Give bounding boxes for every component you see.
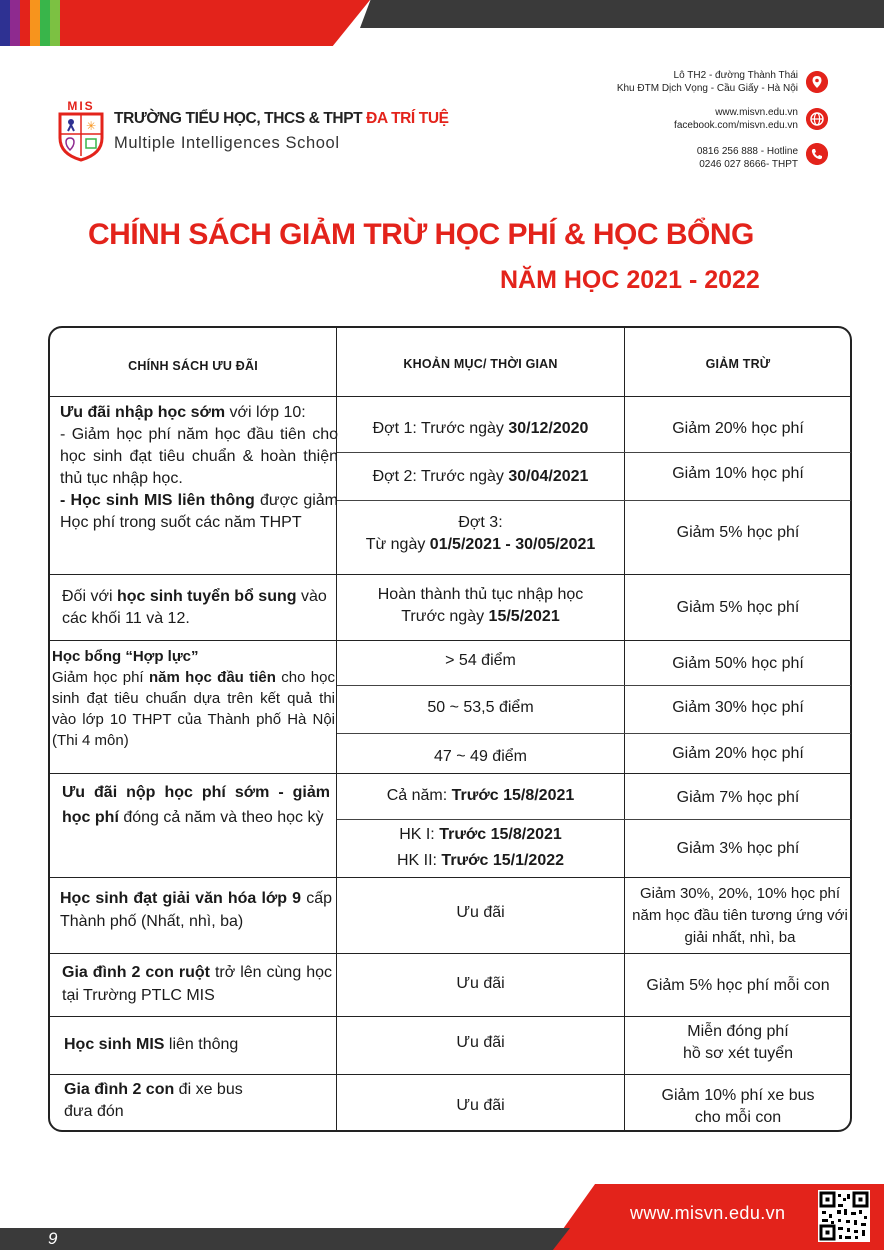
- subrow-divider: [337, 733, 851, 734]
- policy-title: Học sinh đạt giải văn hóa lớp 9: [60, 890, 302, 907]
- globe-icon: [806, 108, 828, 130]
- row-divider: [49, 1016, 851, 1017]
- page-number: 9: [48, 1229, 58, 1248]
- policy-title: học sinh tuyển bổ sung: [116, 588, 297, 605]
- discount-semester: Giảm 3% học phí: [676, 840, 800, 857]
- policy-title: Gia đình 2 con: [64, 1081, 175, 1098]
- item-culture-award: Ưu đãi: [456, 904, 505, 921]
- policy-scholarship: [52, 646, 335, 760]
- policy-text: liên thông: [164, 1036, 239, 1053]
- red-band: [60, 0, 370, 46]
- policy-text: trở lên cùng học tại Trường PTLC MIS: [62, 964, 333, 1004]
- discount-culture-award: Giảm 30%, 20%, 10% học phí năm học đầu tiên tương ứng với giải nhất, nhì, ba: [632, 885, 848, 946]
- policy-title: Học bổng “Hợp lực”: [52, 648, 199, 665]
- discount-score-2: Giảm 30% học phí: [672, 699, 804, 716]
- policy-supplementary: [62, 577, 334, 639]
- policy-title: Ưu đãi nộp học phí sớm - giảm học phí: [62, 784, 330, 826]
- policy-text: vào các khối 11 và 12.: [62, 588, 327, 627]
- item-text: Trước ngày: [401, 608, 489, 625]
- footer-website-link[interactable]: www.misvn.edu.vn: [630, 1203, 786, 1223]
- header-discount: GIẢM TRỪ: [705, 357, 771, 371]
- policy-text: Đối với: [62, 588, 117, 605]
- item-mis-transfer: Ưu đãi: [456, 1034, 505, 1051]
- row-divider: [49, 877, 851, 878]
- item-text: HK I:: [399, 826, 440, 843]
- policy-title: Gia đình 2 con ruột: [62, 964, 210, 981]
- footer-dark-band: [0, 1228, 570, 1250]
- row-divider: [49, 1074, 851, 1075]
- policy-text: đóng cả năm và theo học kỳ: [118, 809, 324, 826]
- item-date: Trước 15/8/2021: [451, 787, 575, 804]
- header-policy: CHÍNH SÁCH ƯU ĐÃI: [128, 359, 258, 373]
- policy-title: Học sinh MIS: [64, 1036, 165, 1053]
- facebook-link[interactable]: facebook.com/misvn.edu.vn: [674, 120, 798, 131]
- subrow-divider: [337, 500, 851, 501]
- discount-round-3: Giảm 5% học phí: [676, 524, 800, 541]
- header-item-time: KHOẢN MỤC/ THỜI GIAN: [403, 357, 558, 371]
- subrow-divider: [337, 685, 851, 686]
- item-bus: Ưu đãi: [456, 1097, 505, 1114]
- item-siblings: Ưu đãi: [456, 975, 505, 992]
- subrow-divider: [337, 819, 851, 820]
- discount-mis-transfer: [625, 1020, 851, 1066]
- policy-text: Giảm học phí: [52, 669, 149, 686]
- policy-text: với lớp 10:: [225, 404, 306, 421]
- location-pin-icon: [806, 71, 828, 93]
- discount-round-2: Giảm 10% học phí: [672, 465, 804, 482]
- policy-culture-award: [60, 880, 332, 940]
- item-text: Đợt 1: Trước ngày: [372, 420, 509, 437]
- page-title: CHÍNH SÁCH GIẢM TRỪ HỌC PHÍ & HỌC BỔNG: [88, 218, 754, 251]
- item-score-1: > 54 điểm: [445, 652, 516, 669]
- phone-icon: [806, 143, 828, 165]
- item-text: HK II:: [396, 852, 442, 869]
- row-divider: [49, 396, 851, 397]
- discount-text: hồ sơ xét tuyển: [682, 1045, 794, 1062]
- row-divider: [49, 640, 851, 641]
- contact-address: [617, 69, 798, 95]
- school-name-en: Multiple Intelligences School: [114, 134, 340, 152]
- color-stripes: [0, 0, 60, 46]
- school-name-main: TRƯỜNG TIỂU HỌC, THCS & THPT: [114, 110, 367, 127]
- policy-text: được giảm Học phí trong suốt các năm THPT: [60, 492, 339, 531]
- address-line2: Khu ĐTM Dịch Vọng - Cầu Giấy - Hà Nội: [616, 83, 798, 94]
- policy-title: năm học đầu tiên: [148, 669, 276, 686]
- item-date: 30/04/2021: [508, 467, 589, 485]
- policy-text: cấp Thành phố (Nhất, nhì, ba): [60, 890, 332, 930]
- item-date: 15/5/2021: [488, 608, 560, 625]
- row-divider: [49, 953, 851, 954]
- item-score-2: 50 ~ 53,5 điểm: [427, 699, 534, 716]
- discount-text: Giảm 10% phí xe bus: [661, 1087, 815, 1104]
- item-date: 30/12/2020: [508, 420, 589, 437]
- contact-phone: [697, 145, 798, 171]
- svg-text:✳: ✳: [85, 119, 97, 133]
- policy-title: - Học sinh MIS liên thông: [60, 492, 255, 509]
- page-subtitle: NĂM HỌC 2021 - 2022: [500, 266, 760, 294]
- policy-bus: [64, 1078, 332, 1124]
- item-text: Đợt 3:: [458, 514, 503, 531]
- policy-siblings: [62, 958, 332, 1010]
- hotline-text: 0816 256 888 - Hotline: [696, 146, 798, 157]
- phone-thpt-text: 0246 027 8666- THPT: [699, 159, 798, 170]
- item-full-year: [337, 776, 624, 816]
- school-logo-icon: [56, 98, 106, 162]
- item-round-2: [337, 453, 624, 500]
- policy-text: đi xe bus: [174, 1081, 243, 1098]
- item-text: Cả năm:: [386, 787, 452, 804]
- item-score-3: 47 ~ 49 điểm: [434, 748, 527, 765]
- policy-text: cho học sinh đạt tiêu chuẩn dựa trên kết quả thi vào lớp 10 THPT của Thành phố Hà Nội (Thi 4 môn): [52, 669, 335, 749]
- policy-early-enrollment: [60, 402, 338, 572]
- policy-text: đưa đón: [64, 1103, 124, 1120]
- logo-text: MIS: [67, 99, 95, 113]
- item-supplementary: [337, 576, 624, 636]
- policy-title: Ưu đãi nhập học sớm: [60, 404, 226, 421]
- dark-band: [360, 0, 884, 28]
- policy-mis-transfer: [64, 1024, 332, 1066]
- top-banner: [0, 0, 884, 46]
- item-round-3: [337, 504, 624, 564]
- discount-text: Miễn đóng phí: [687, 1023, 789, 1040]
- contact-web: [674, 106, 798, 132]
- discount-bus: [625, 1084, 851, 1130]
- item-date: Trước 15/1/2022: [441, 852, 565, 869]
- item-date: Trước 15/8/2021: [439, 826, 562, 843]
- discount-supplementary: Giảm 5% học phí: [676, 599, 800, 616]
- discount-text: cho mỗi con: [694, 1109, 782, 1126]
- policy-early-payment: [62, 780, 330, 860]
- item-date: 01/5/2021 - 30/05/2021: [429, 536, 596, 553]
- discount-full-year: Giảm 7% học phí: [676, 789, 800, 806]
- row-divider: [49, 574, 851, 575]
- item-text: Từ ngày: [365, 536, 430, 553]
- school-name-accent: ĐA TRÍ TUỆ: [366, 110, 449, 127]
- qr-code-icon[interactable]: [818, 1190, 870, 1242]
- item-text: Đợt 2: Trước ngày: [372, 467, 509, 485]
- discount-round-1: Giảm 20% học phí: [672, 420, 804, 437]
- school-name: [114, 110, 449, 128]
- website-link[interactable]: www.misvn.edu.vn: [715, 107, 798, 118]
- item-semester: [337, 822, 624, 874]
- address-line1: Lô TH2 - đường Thành Thái: [673, 70, 798, 81]
- discount-score-1: Giảm 50% học phí: [672, 655, 804, 672]
- discount-siblings: Giảm 5% học phí mỗi con: [646, 977, 830, 994]
- item-text: Hoàn thành thủ tục nhập học: [377, 586, 584, 603]
- item-round-1: [337, 406, 624, 452]
- policy-text: - Giảm học phí năm học đầu tiên cho học sinh đạt tiêu chuẩn & hoàn thiện thủ tục nhập học.: [60, 426, 338, 487]
- discount-score-3: Giảm 20% học phí: [672, 745, 804, 762]
